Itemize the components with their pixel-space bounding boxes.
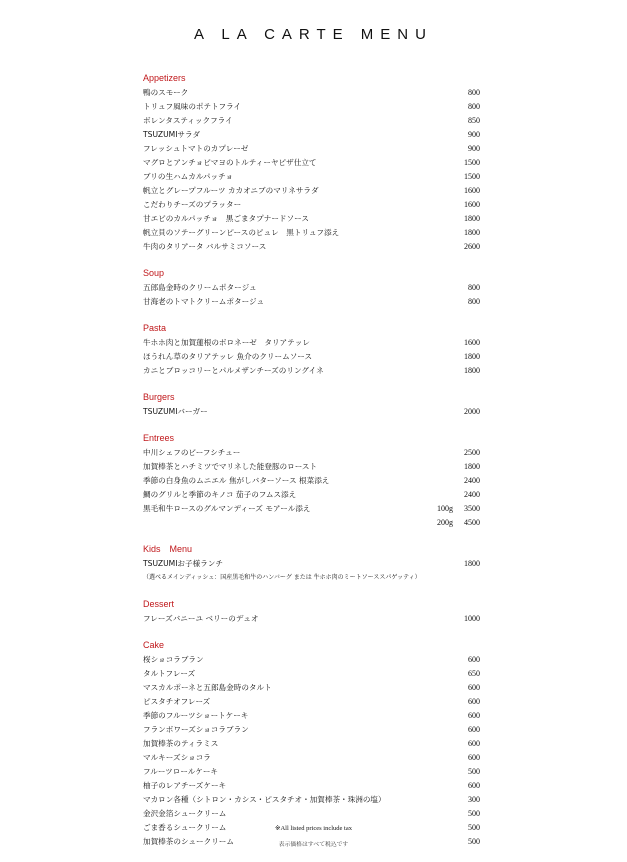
item-name: マグロとアンチョビマヨのトルティーヤピザ仕立て <box>143 158 317 167</box>
item-name: トリュフ風味のポテトフライ <box>143 102 242 111</box>
item-price: 1800 <box>464 228 480 237</box>
item-name: 柚子のレアチーズケーキ <box>143 781 227 790</box>
menu-item <box>143 114 503 128</box>
menu-item <box>143 364 503 378</box>
section-title-kids-menu: Kids Menu <box>143 544 193 554</box>
tax-note-japanese: 表示価格はすべて税込です <box>278 842 349 848</box>
item-name: フレーズバニーユ ベリーのデュオ <box>143 614 259 623</box>
item-price: 800 <box>468 283 480 292</box>
item-name: 中川シェフのビーフシチュー <box>143 448 241 457</box>
item-name: 鯛のグリルと季節のキノコ 茄子のフムス添え <box>143 490 297 499</box>
item-price: 2500 <box>464 448 480 457</box>
section-title-cake: Cake <box>143 640 165 650</box>
item-name: 季節のフルーツショートケーキ <box>143 711 249 720</box>
menu-item <box>143 793 503 807</box>
item-name: 牛ホホ肉と加賀蓮根のボロネーゼ タリアテッレ <box>143 338 310 347</box>
menu-item <box>143 765 503 779</box>
item-price: 2600 <box>464 242 480 251</box>
item-name: マカロン各種（シトロン・カシス・ピスタチオ・加賀棒茶・珠洲の塩） <box>143 795 386 804</box>
item-size: 200g <box>437 518 453 527</box>
item-name: TSUZUMIバーガー <box>143 407 208 416</box>
item-price: 1500 <box>464 172 480 181</box>
section-appetizers <box>143 72 503 254</box>
item-name: TSUZUMIサラダ <box>143 130 201 139</box>
menu-item <box>143 295 503 309</box>
item-name: 金沢金箔シュークリーム <box>143 809 227 818</box>
section-title-soup: Soup <box>143 268 165 278</box>
item-price: 2400 <box>464 476 480 485</box>
item-price: 1800 <box>464 462 480 471</box>
item-name: 加賀棒茶のティラミス <box>143 739 219 748</box>
menu-item <box>143 474 503 488</box>
item-price: 2000 <box>464 407 480 416</box>
menu-item <box>143 667 503 681</box>
item-name: 黒毛和牛ロースのグルマンディーズ モアール添え <box>143 504 311 513</box>
section-title-pasta: Pasta <box>143 323 167 333</box>
menu-item <box>143 446 503 460</box>
item-name: 鴨のスモーク <box>143 88 189 97</box>
item-price: 900 <box>468 130 480 139</box>
item-name: マスカルポーネと五郎島金時のタルト <box>143 683 272 692</box>
item-name: ピスタチオフレーズ <box>143 697 211 706</box>
item-price: 600 <box>468 697 480 706</box>
tax-note-english: ※All listed prices include tax <box>275 825 352 832</box>
item-price: 900 <box>468 144 480 153</box>
section-kids-menu <box>143 543 503 585</box>
menu-item <box>143 460 503 474</box>
section-burgers <box>143 391 503 419</box>
item-price: 500 <box>468 767 480 776</box>
item-name: ほうれん草のタリアテッレ 魚介のクリームソース <box>143 352 313 361</box>
item-price: 3500 <box>464 504 480 513</box>
section-entrees <box>143 432 503 530</box>
menu-item <box>143 807 503 821</box>
item-name: 加賀棒茶のシュークリーム <box>143 837 234 846</box>
item-price: 1800 <box>464 352 480 361</box>
item-name: フレッシュトマトのカプレーゼ <box>143 144 249 153</box>
item-name: 帆立とグレープフルーツ カカオニブのマリネサラダ <box>143 186 319 195</box>
item-price: 1600 <box>464 186 480 195</box>
menu-item <box>143 156 503 170</box>
menu-item <box>143 100 503 114</box>
item-name: 季節の白身魚のムニエル 焦がしバターソース 根菜添え <box>143 476 330 485</box>
item-price: 600 <box>468 711 480 720</box>
item-name: フランボワーズショコラブラン <box>143 725 249 734</box>
section-soup <box>143 267 503 309</box>
item-price: 1800 <box>464 559 480 568</box>
item-price: 1600 <box>464 200 480 209</box>
item-name: ブリの生ハムカルパッチョ <box>143 172 234 181</box>
menu-item <box>143 226 503 240</box>
kids-menu-note: （選べるメインディッシュ：国産黒毛和牛のハンバーグ または 牛ホホ肉のミートソーススパゲッティ） <box>143 574 421 581</box>
menu-item <box>143 170 503 184</box>
item-name: カニとブロッコリーとパルメザンチーズのリングイネ <box>143 366 324 375</box>
item-name: フルーツロールケーキ <box>143 767 219 776</box>
item-name: タルトフレーズ <box>143 669 196 678</box>
section-cake <box>143 639 503 849</box>
menu-item <box>143 405 503 419</box>
item-price: 1500 <box>464 158 480 167</box>
item-price: 600 <box>468 781 480 790</box>
menu-item <box>143 751 503 765</box>
item-price: 1000 <box>464 614 480 623</box>
menu-item <box>143 779 503 793</box>
section-title-dessert: Dessert <box>143 599 175 609</box>
menu-item <box>143 212 503 226</box>
menu-title: A LA CARTE MENU <box>194 26 433 43</box>
item-name: こだわりチーズのプラッター <box>143 200 242 209</box>
item-price: 2400 <box>464 490 480 499</box>
menu-item <box>143 723 503 737</box>
section-title-entrees: Entrees <box>143 433 175 443</box>
menu-item <box>143 128 503 142</box>
menu-item <box>143 184 503 198</box>
item-price: 600 <box>468 753 480 762</box>
item-price: 800 <box>468 297 480 306</box>
section-pasta <box>143 322 503 378</box>
item-price: 300 <box>468 795 480 804</box>
item-name: 加賀棒茶とハチミツでマリネした能登豚のロースト <box>143 462 318 471</box>
section-title-burgers: Burgers <box>143 392 175 402</box>
item-name: TSUZUMIお子様ランチ <box>143 559 223 568</box>
menu-item <box>143 557 503 571</box>
item-price: 500 <box>468 823 480 832</box>
item-name: 牛肉のタリアータ バルサミコソース <box>143 242 267 251</box>
menu-item <box>143 612 503 626</box>
item-price: 800 <box>468 102 480 111</box>
item-price: 1600 <box>464 338 480 347</box>
item-price: 4500 <box>464 518 480 527</box>
menu-item <box>143 695 503 709</box>
menu-item <box>143 681 503 695</box>
item-name: 甘海老のトマトクリームポタージュ <box>143 297 265 306</box>
item-price: 600 <box>468 683 480 692</box>
menu-body <box>143 72 503 862</box>
item-price: 600 <box>468 655 480 664</box>
item-size: 100g <box>437 504 453 513</box>
menu-item <box>143 502 503 516</box>
section-title-appetizers: Appetizers <box>143 73 186 83</box>
menu-item <box>143 336 503 350</box>
menu-item <box>143 488 503 502</box>
item-name: ごま香るシュークリーム <box>143 823 227 832</box>
section-dessert <box>143 598 503 626</box>
menu-item <box>143 516 503 530</box>
item-price: 650 <box>468 669 480 678</box>
item-name: 甘エビのカルパッチョ 黒ごまタプナードソース <box>143 214 309 223</box>
menu-item <box>143 86 503 100</box>
item-name: 桜ショコラブラン <box>143 655 204 664</box>
menu-item <box>143 198 503 212</box>
item-price: 800 <box>468 88 480 97</box>
item-price: 500 <box>468 837 480 846</box>
item-price: 500 <box>468 809 480 818</box>
menu-item <box>143 709 503 723</box>
item-name: 五郎島金時のクリームポタージュ <box>143 283 257 292</box>
menu-item <box>143 240 503 254</box>
item-name: 帆立貝のソテーグリーンピースのピュレ 黒トリュフ添え <box>143 228 340 237</box>
menu-item <box>143 653 503 667</box>
menu-item <box>143 737 503 751</box>
menu-item <box>143 350 503 364</box>
item-price: 850 <box>468 116 480 125</box>
item-price: 600 <box>468 725 480 734</box>
item-price: 1800 <box>464 366 480 375</box>
menu-item <box>143 281 503 295</box>
menu-item <box>143 142 503 156</box>
item-name: マルキーズショコラ <box>143 753 211 762</box>
item-price: 600 <box>468 739 480 748</box>
item-name: ボレンタスティックフライ <box>143 116 233 125</box>
item-price: 1800 <box>464 214 480 223</box>
